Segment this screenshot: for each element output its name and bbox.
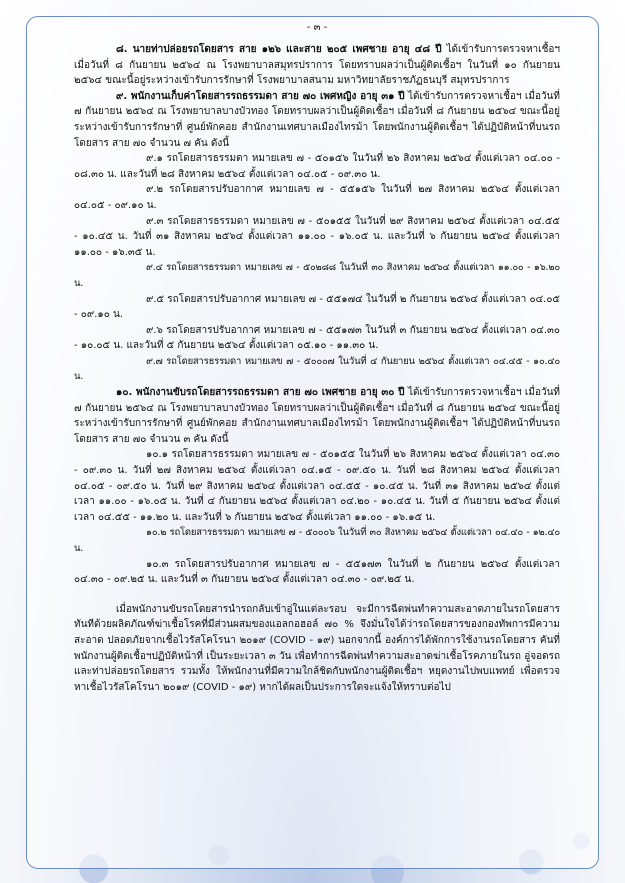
item-10-1: ๑๐.๑ รถโดยสารธรรมดา หมายเลข ๗ - ๕๐๑๕๕ ในวันที่ ๒๖ สิงหาคม ๒๕๖๔ ตั้งแต่เวลา ๐๔.๓๐ - ๐๙.๓๐ น. วันที่ ๒๗ สิงหาคม ๒๕๖๔ ตั้งแต่เวลา ๐๔.๑๕ - ๐๙.๕๐ น. วันที่ ๒๘ สิงหาคม ๒๕๖๔ ตั้งแต่เวลา ๐๔.๐๕ - ๐๙.๕๐ น. วันที่ ๒๙ สิงหาคม ๒๕๖๔ ตั้งแต่เวลา ๐๔.๕๕ - ๑๐.๔๕ น. วันที่ ๓๑ สิงหาคม ๒๕๖๔ ตั้งแต่เวลา ๑๑.๐๐ - ๑๖.๐๕ น. วันที่ ๔ กันยายน ๒๕๖๔ ตั้งแต่เวลา ๐๔.๒๐ - ๑๐.๔๕ น. วันที่ ๕ กันยายน ๒๕๖๔ ตั้งแต่เวลา ๐๔.๕๕ - ๑๑.๒๐ น. และวันที่ ๖ กันยายน ๒๕๖๔ ตั้งแต่เวลา ๑๑.๐๐ - ๑๖.๑๕ น. (74, 449, 560, 523)
item-9-7: ๙.๗ รถโดยสารธรรมดา หมายเลข ๗ - ๕๐๐๐๗ ในวันที่ ๔ กันยายน ๒๕๖๔ ตั้งแต่เวลา ๐๔.๔๕ - ๑๐.๔๐ น. (74, 355, 560, 383)
item-10-body: ได้เข้ารับการตรวจหาเชื้อฯ เมื่อวันที่ ๗ กันยายน ๒๕๖๔ ณ โรงพยาบาลบางบัวทอง โดยทราบผลว่าเป็นผู้ติดเชื้อฯ เมื่อวันที่ ๘ กันยายน ๒๕๖๔ ขณะนี้อยู่ระหว่างเข้ารับการรักษาที่ ศูนย์พักคอย สำนักงานเทศบาลเมืองไทรม้า โดยพนักงานผู้ติดเชื้อฯ ได้ปฏิบัติหน้าที่บนรถโดยสาร สาย ๗๐ จำนวน ๓ คัน ดังนี้ (74, 387, 560, 445)
spacer (74, 588, 560, 602)
item-9-heading: ๙. พนักงานเก็บค่าโดยสารรถธรรมดา สาย ๗๐ เพศหญิง อายุ ๓๑ ปี (116, 90, 405, 102)
item-8 (74, 42, 560, 89)
document-body (74, 20, 560, 695)
item-9-6: ๙.๖ รถโดยสารปรับอากาศ หมายเลข ๗ - ๕๕๑๗๓ ในวันที่ ๓ กันยายน ๒๕๖๔ ตั้งแต่เวลา ๐๔.๓๐ - ๑๐.๐๕ น. และวันที่ ๕ กันยายน ๒๕๖๔ ตั้งแต่เวลา ๐๕.๑๐ - ๑๑.๓๐ น. (74, 324, 560, 352)
item-9 (74, 89, 560, 151)
item-9-body: ได้เข้ารับการตรวจหาเชื้อฯ เมื่อวันที่ ๗ กันยายน ๒๕๖๔ ณ โรงพยาบาลบางบัวทอง โดยทราบผลว่าเป็นผู้ติดเชื้อฯ เมื่อวันที่ ๘ กันยายน ๒๕๖๔ ขณะนี้อยู่ระหว่างเข้ารับการรักษาที่ ศูนย์พักคอย สำนักงานเทศบาลเมืองไทรม้า โดยพนักงานผู้ติดเชื้อฯ ได้ปฏิบัติหน้าที่บนรถโดยสาร สาย ๗๐ จำนวน ๗ คัน ดังนี้ (74, 90, 560, 149)
item-9-1: ๙.๑ รถโดยสารธรรมดา หมายเลข ๗ - ๕๐๑๕๖ ในวันที่ ๒๖ สิงหาคม ๒๕๖๔ ตั้งแต่เวลา ๐๔.๐๐ - ๐๘.๓๐ น. และวันที่ ๒๘ สิงหาคม ๒๕๖๔ ตั้งแต่เวลา ๐๔.๐๕ - ๐๙.๓๐ น. (74, 153, 560, 180)
item-9-3: ๙.๓ รถโดยสารธรรมดา หมายเลข ๗ - ๕๐๑๕๕ ในวันที่ ๒๙ สิงหาคม ๒๕๖๔ ตั้งแต่เวลา ๐๔.๕๕ - ๑๐.๔๕ น. วันที่ ๓๑ สิงหาคม ๒๕๖๔ ตั้งแต่เวลา ๑๑.๐๐ - ๑๖.๐๕ น. และวันที่ ๖ กันยายน ๒๕๖๔ ตั้งแต่เวลา ๑๑.๐๐ - ๑๖.๓๕ น. (74, 215, 560, 258)
item-8-body: ได้เข้ารับการตรวจหาเชื้อฯ เมื่อวันที่ ๘ กันยายน ๒๕๖๔ ณ โรงพยาบาลสมุทรปราการ โดยทราบผลว่าเป็นผู้ติดเชื้อฯ ในวันที่ ๑๐ กันยายน ๒๕๖๔ ขณะนี้อยู่ระหว่างเข้ารับการรักษาที่ โรงพยาบาลสนาม มหาวิทยาลัยราชภัฏธนบุรี สมุทรปราการ (74, 44, 560, 87)
item-8-heading: ๘. นายท่าปล่อยรถโดยสาร สาย ๑๒๖ และสาย ๒๐๕ เพศชาย อายุ ๔๘ ปี (116, 44, 442, 55)
item-9-2: ๙.๒ รถโดยสารปรับอากาศ หมายเลข ๗ - ๕๕๑๕๖ ในวันที่ ๒๗ สิงหาคม ๒๕๖๔ ตั้งแต่เวลา ๐๔.๐๕ - ๐๙.๑๐ น. (74, 184, 560, 211)
item-10 (74, 385, 560, 447)
closing-paragraph: เมื่อพนักงานขับรถโดยสารนำรถกลับเข้าอู่ในแต่ละรอบ จะมีการฉีดพ่นทำความสะอาดภายในรถโดยสารทันทีด้วยผลิตภัณฑ์ฆ่าเชื้อโรคที่มีส่วนผสมของแอลกอฮอล์ ๗๐ % จึงมั่นใจได้ว่ารถโดยสารของกองทัพการมีความสะอาด ปลอดภัยจากเชื้อไวรัสโคโรนา ๒๐๑๙ (COVID - ๑๙) นอกจากนี้ องค์การได้พักการใช้งานรถโดยสาร คันที่พนักงานผู้ติดเชื้อฯปฏิบัติหน้าที่ เป็นระยะเวลา ๓ วัน เพื่อทำการฉีดพ่นทำความสะอาดฆ่าเชื้อโรคภายในรถ อู่จอดรถ และท่าปล่อยรถโดยสาร รวมทั้ง ให้พนักงานที่มีความใกล้ชิดกับพนักงานผู้ติดเชื้อฯ หยุดงานไปพบแพทย์ เพื่อตรวจหาเชื้อไวรัสโคโรนา ๒๐๑๙ (COVID - ๑๙) หากได้ผลเป็นประการใดจะแจ้งให้ทราบต่อไป (74, 603, 560, 693)
item-9-4: ๙.๔ รถโดยสารธรรมดา หมายเลข ๗ - ๕๐๒๘๘ ในวันที่ ๓๐ สิงหาคม ๒๕๖๔ ตั้งแต่เวลา ๑๑.๐๐ - ๑๖.๒๐ น. (74, 262, 560, 289)
item-10-3: ๑๐.๓ รถโดยสารปรับอากาศ หมายเลข ๗ - ๕๕๑๗๓ ในวันที่ ๒ กันยายน ๒๕๖๔ ตั้งแต่เวลา ๐๔.๓๐ - ๐๙.๒๕ น. และวันที่ ๓ กันยายน ๒๕๖๔ ตั้งแต่เวลา ๐๔.๓๐ - ๐๙.๒๕ น. (74, 558, 560, 586)
item-9-5: ๙.๕ รถโดยสารปรับอากาศ หมายเลข ๗ - ๕๕๑๗๔ ในวันที่ ๒ กันยายน ๒๕๖๔ ตั้งแต่เวลา ๐๔.๐๕ - ๐๙.๑๐ น. (74, 293, 560, 321)
page-number: - ๓ - (306, 22, 328, 33)
item-10-2: ๑๐.๒ รถโดยสารธรรมดา หมายเลข ๗ - ๕๐๐๐๖ ในวันที่ ๓๐ สิงหาคม ๒๕๖๔ ตั้งแต่เวลา ๐๔.๔๐ - ๑๒.๔๐ น. (74, 527, 560, 554)
item-10-heading: ๑๐. พนักงานขับรถโดยสารรถธรรมดา สาย ๗๐ เพศชาย อายุ ๓๐ ปี (116, 387, 405, 399)
